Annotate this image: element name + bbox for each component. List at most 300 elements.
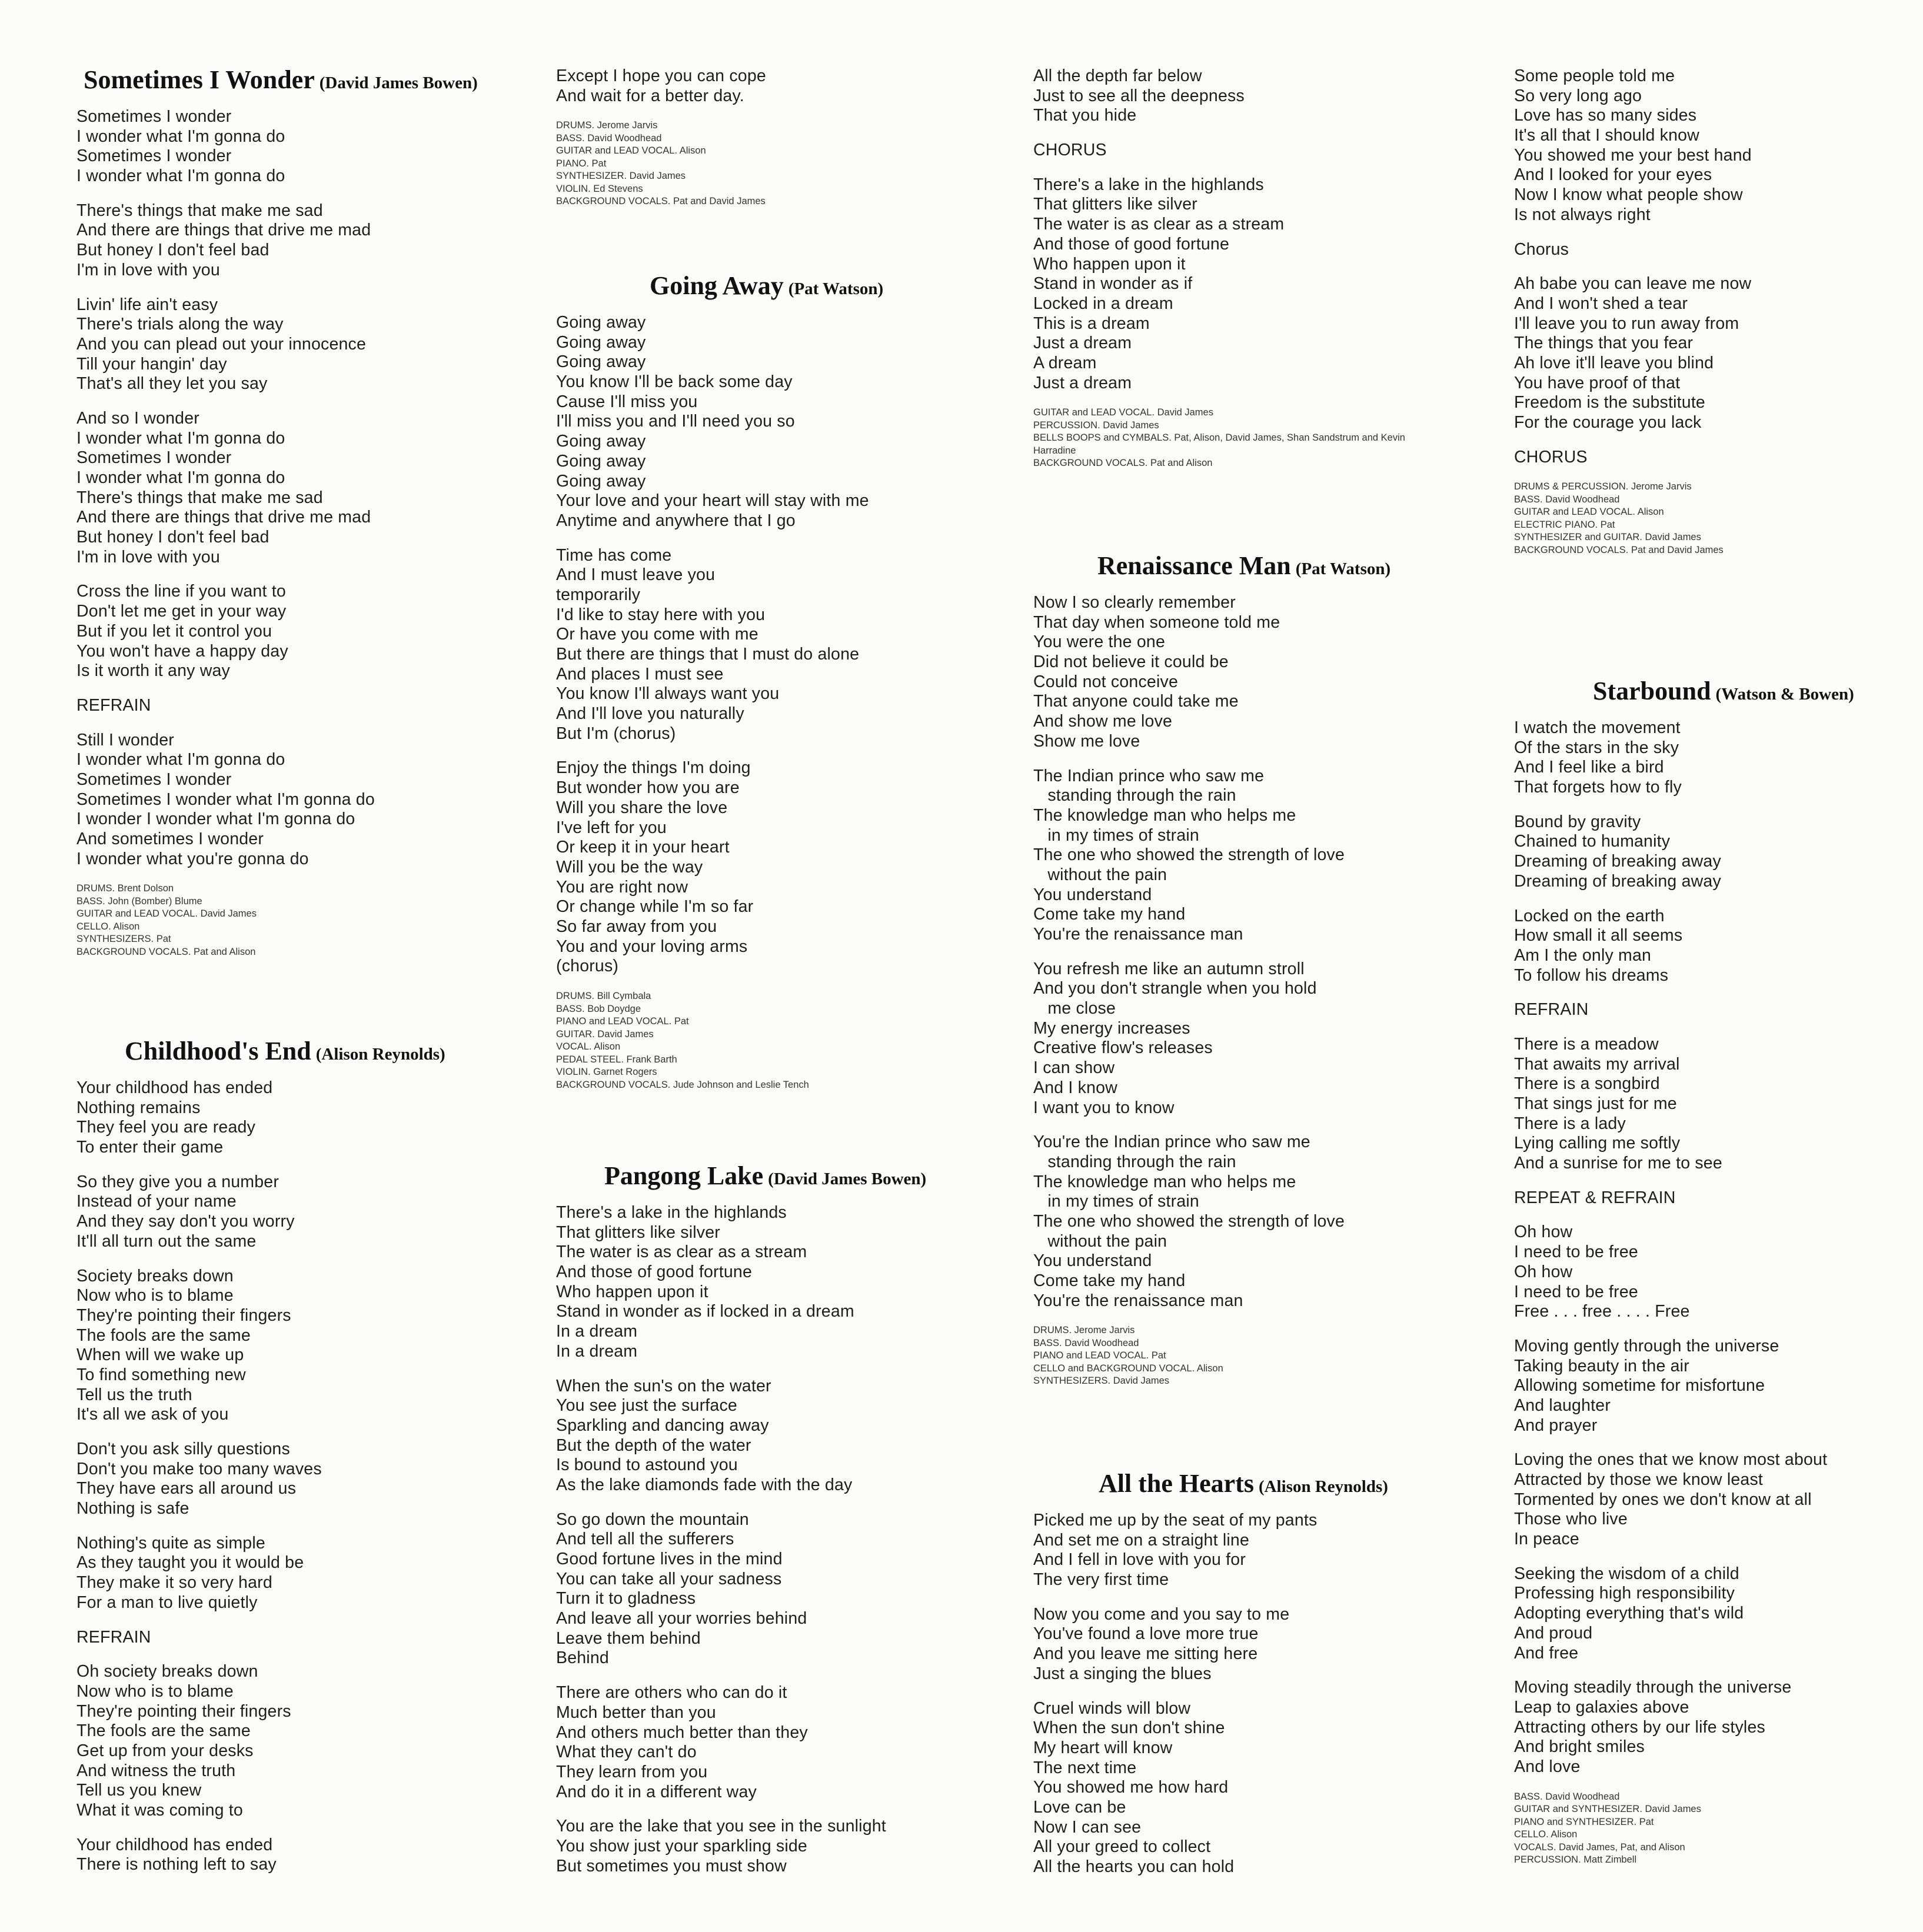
lyric-line: Cruel winds will blow bbox=[1033, 1698, 1191, 1718]
credit-line: DRUMS. Jerome Jarvis bbox=[1033, 1325, 1135, 1336]
lyric-line: Going away bbox=[556, 432, 646, 451]
lyric-line: Did not believe it could be bbox=[1033, 652, 1229, 672]
lyric-line: That day when someone told me bbox=[1033, 612, 1280, 632]
credit-line: SYNTHESIZERS. Pat bbox=[76, 934, 171, 945]
lyric-line: REFRAIN bbox=[76, 695, 151, 715]
lyric-line: You won't have a happy day bbox=[76, 641, 288, 661]
stanza bbox=[1514, 1188, 1923, 1208]
lyric-line: I wonder I wonder what I'm gonna do bbox=[76, 810, 355, 829]
lyric-line: Stand in wonder as if bbox=[1033, 274, 1193, 294]
stanza bbox=[556, 1817, 1027, 1876]
lyric-line: My energy increases bbox=[1033, 1018, 1190, 1038]
lyric-line: I wonder what I'm gonna do bbox=[76, 468, 285, 487]
lyric-line: The one who showed the strength of love bbox=[1033, 845, 1345, 865]
lyric-line: I wonder what you're gonna do bbox=[76, 849, 309, 868]
stanza bbox=[76, 1172, 547, 1252]
stanza bbox=[556, 66, 1027, 106]
lyric-line: That glitters like silver bbox=[1033, 195, 1197, 214]
lyric-line: They have ears all around us bbox=[76, 1479, 297, 1498]
stanza bbox=[1514, 274, 1923, 433]
stanza bbox=[76, 295, 547, 394]
lyric-line: There is a meadow bbox=[1514, 1034, 1659, 1054]
lyric-line: Dreaming of breaking away bbox=[1514, 871, 1721, 891]
lyric-line: Instead of your name bbox=[76, 1192, 237, 1211]
lyric-line: And free bbox=[1514, 1643, 1579, 1663]
stanza bbox=[556, 1510, 1027, 1669]
lyric-line: As they taught you it would be bbox=[76, 1553, 304, 1573]
credit-line: ELECTRIC PIANO. Pat bbox=[1514, 519, 1615, 530]
lyric-line: When the sun don't shine bbox=[1033, 1718, 1225, 1738]
song-name: Pangong Lake bbox=[604, 1161, 764, 1190]
lyric-line: So very long ago bbox=[1514, 86, 1642, 105]
lyric-line: You and your loving arms bbox=[556, 937, 748, 956]
lyric-line: And you don't strangle when you hold bbox=[1033, 979, 1317, 998]
credit-line: BELLS BOOPS and CYMBALS. Pat, Alison, David James, Shan Sandstrum and Kevin bbox=[1033, 432, 1405, 444]
lyric-line: Ah babe you can leave me now bbox=[1514, 274, 1752, 294]
lyric-line: Going away bbox=[556, 313, 646, 332]
lyric-line: Still I wonder bbox=[76, 730, 174, 750]
lyric-line: In a dream bbox=[556, 1341, 638, 1361]
lyric-line: And there are things that drive me mad bbox=[76, 508, 371, 527]
credit-line: BACKGROUND VOCALS. Pat and David James bbox=[1514, 544, 1724, 555]
lyric-line: How small it all seems bbox=[1514, 926, 1683, 945]
lyric-line: I can show bbox=[1033, 1058, 1115, 1078]
lyric-line: You're the Indian prince who saw me bbox=[1033, 1132, 1310, 1152]
lyric-line: But wonder how you are bbox=[556, 778, 740, 798]
lyric-line: When the sun's on the water bbox=[556, 1376, 771, 1395]
credit-line: PERCUSSION. Matt Zimbell bbox=[1514, 1854, 1637, 1866]
credits bbox=[1033, 1324, 1504, 1388]
credits bbox=[1514, 1791, 1923, 1867]
stanza bbox=[1514, 1678, 1923, 1777]
lyric-line: And wait for a better day. bbox=[556, 86, 744, 105]
lyric-line: Sometimes I wonder bbox=[76, 448, 232, 468]
lyric-line: Could not conceive bbox=[1033, 672, 1179, 691]
song-name: Sometimes I Wonder bbox=[84, 65, 315, 94]
lyric-line: And love bbox=[1514, 1757, 1581, 1776]
lyric-line: You are right now bbox=[556, 877, 688, 897]
lyric-line: Will you share the love bbox=[556, 798, 728, 817]
lyrics bbox=[1033, 593, 1504, 1311]
lyric-line: The knowledge man who helps me bbox=[1033, 805, 1296, 825]
lyric-line: Don't you ask silly questions bbox=[76, 1440, 290, 1458]
lyric-line: I watch the movement bbox=[1514, 718, 1681, 737]
credit-line: VOCALS. David James, Pat, and Alison bbox=[1514, 1841, 1685, 1853]
lyric-line: And tell all the sufferers bbox=[556, 1530, 734, 1549]
stanza bbox=[76, 1662, 547, 1821]
lyric-line: Or have you come with me bbox=[556, 625, 758, 644]
lyric-line: Just a singing the blues bbox=[1033, 1664, 1212, 1683]
credit-line: PERCUSSION. David James bbox=[1033, 419, 1159, 431]
lyric-line: Come take my hand bbox=[1033, 1271, 1186, 1290]
stanza bbox=[1033, 1605, 1504, 1684]
credits bbox=[76, 882, 547, 958]
lyric-line: Show me love bbox=[1033, 731, 1140, 751]
lyric-line: But honey I don't feel bad bbox=[76, 241, 270, 260]
lyric-line: All the hearts you can hold bbox=[1033, 1857, 1235, 1876]
song-title bbox=[650, 271, 1027, 301]
lyric-line: You know I'll be back some day bbox=[556, 372, 793, 392]
song-author: (Pat Watson) bbox=[788, 279, 884, 298]
song-sometimes-i-wonder bbox=[76, 65, 547, 958]
lyric-line: Or change while I'm so far bbox=[556, 897, 754, 917]
credit-line: BACKGROUND VOCALS. Pat and David James bbox=[556, 196, 766, 207]
lyric-line: Leave them behind bbox=[556, 1628, 701, 1648]
lyric-line: I wonder what I'm gonna do bbox=[76, 428, 285, 448]
credit-line: VIOLIN. Ed Stevens bbox=[556, 183, 643, 194]
lyric-line: Now I know what people show bbox=[1514, 185, 1743, 205]
stanza bbox=[1514, 718, 1923, 798]
credit-line: DRUMS. Brent Dolson bbox=[76, 883, 174, 894]
lyric-line: Who happen upon it bbox=[1033, 254, 1186, 274]
credit-line: Harradine bbox=[1033, 445, 1076, 456]
lyric-line: Good fortune lives in the mind bbox=[556, 1550, 783, 1568]
lyric-line: I want you to know bbox=[1033, 1098, 1175, 1117]
stanza bbox=[1514, 1000, 1923, 1020]
lyric-line: Bound by gravity bbox=[1514, 812, 1641, 831]
lyric-line: Come take my hand bbox=[1033, 905, 1186, 924]
lyric-line: I'll leave you to run away from bbox=[1514, 314, 1739, 333]
credit-line: BACKGROUND VOCALS. Pat and Alison bbox=[76, 946, 256, 957]
lyric-line: It'll all turn out the same bbox=[76, 1231, 257, 1251]
lyric-line: Dreaming of breaking away bbox=[1514, 852, 1721, 871]
lyric-line: Now I can see bbox=[1033, 1817, 1142, 1837]
lyrics bbox=[76, 1078, 547, 1875]
lyric-line: That awaits my arrival bbox=[1514, 1054, 1680, 1074]
lyric-line: And they say don't you worry bbox=[76, 1212, 295, 1231]
lyric-line: Livin' life ain't easy bbox=[76, 295, 218, 314]
lyric-line: Oh society breaks down bbox=[76, 1662, 258, 1681]
lyric-line: So go down the mountain bbox=[556, 1510, 749, 1529]
song-author: (Alison Reynolds) bbox=[315, 1045, 445, 1064]
lyric-line: Or keep it in your heart bbox=[556, 838, 730, 857]
stanza bbox=[556, 546, 1027, 744]
lyric-line: Locked in a dream bbox=[1033, 294, 1173, 313]
lyric-line: Society breaks down bbox=[76, 1266, 234, 1285]
lyric-line: And I won't shed a tear bbox=[1514, 294, 1688, 313]
lyric-line: What it was coming to bbox=[76, 1801, 243, 1820]
credit-line: BASS. David Woodhead bbox=[556, 132, 662, 144]
lyric-line: me close bbox=[1033, 999, 1116, 1018]
lyric-line: Moving gently through the universe bbox=[1514, 1336, 1779, 1355]
stanza bbox=[1514, 907, 1923, 986]
credit-line: GUITAR and SYNTHESIZER. David James bbox=[1514, 1804, 1701, 1815]
lyrics bbox=[76, 107, 547, 869]
stanza bbox=[76, 1440, 547, 1519]
song-author: (Alison Reynolds) bbox=[1258, 1477, 1388, 1496]
stanza bbox=[556, 1683, 1027, 1802]
lyric-line: The water is as clear as a stream bbox=[1033, 215, 1285, 234]
song-pangong-lake-continued bbox=[1033, 66, 1504, 470]
lyric-line: in my times of strain bbox=[1033, 1192, 1199, 1211]
lyric-line: I wonder what I'm gonna do bbox=[76, 750, 285, 770]
lyric-line: I'll miss you and I'll need you so bbox=[556, 412, 795, 431]
lyric-line: In a dream bbox=[556, 1322, 638, 1341]
lyric-line: I've left for you bbox=[556, 818, 667, 837]
song-pangong-lake bbox=[556, 1161, 1027, 1891]
stanza bbox=[556, 1203, 1027, 1362]
stanza bbox=[76, 409, 547, 568]
song-name: All the Hearts bbox=[1099, 1469, 1254, 1498]
stanza bbox=[1033, 1132, 1504, 1311]
lyric-line: Sometimes I wonder bbox=[76, 107, 232, 126]
lyric-line: But honey I don't feel bad bbox=[76, 528, 270, 547]
lyric-line: But there are things that I must do alone bbox=[556, 645, 860, 664]
lyric-line: There's a lake in the highlands bbox=[556, 1203, 787, 1222]
lyric-line: A dream bbox=[1033, 353, 1097, 372]
lyric-line: There are others who can do it bbox=[556, 1683, 787, 1703]
song-name: Renaissance Man bbox=[1097, 551, 1291, 580]
song-title bbox=[1097, 551, 1504, 581]
lyric-line: The very first time bbox=[1033, 1570, 1169, 1590]
lyric-line: There's things that make me sad bbox=[76, 488, 323, 507]
stanza bbox=[1033, 175, 1504, 394]
lyric-line: REPEAT & REFRAIN bbox=[1514, 1188, 1676, 1207]
stanza bbox=[1514, 812, 1923, 892]
song-all-the-hearts bbox=[1033, 1469, 1504, 1892]
credits bbox=[556, 990, 1027, 1091]
lyric-line: Going away bbox=[556, 451, 646, 471]
credit-line: VIOLIN. Garnet Rogers bbox=[556, 1067, 657, 1077]
stanza bbox=[1033, 593, 1504, 752]
lyric-line: The knowledge man who helps me bbox=[1033, 1172, 1296, 1191]
lyric-line: You're the renaissance man bbox=[1033, 1291, 1243, 1310]
lyric-line: You can take all your sadness bbox=[556, 1569, 782, 1588]
lyric-line: (chorus) bbox=[556, 957, 619, 976]
credit-line: GUITAR and LEAD VOCAL. Alison bbox=[1514, 507, 1664, 518]
lyric-line: Adopting everything that's wild bbox=[1514, 1604, 1744, 1623]
stanza bbox=[1514, 1223, 1923, 1321]
lyric-line: You showed me how hard bbox=[1033, 1778, 1229, 1797]
lyric-line: And bright smiles bbox=[1514, 1737, 1645, 1757]
lyric-line: Behind bbox=[556, 1648, 609, 1668]
lyric-line: Is it worth it any way bbox=[76, 661, 230, 681]
lyric-line: Sometimes I wonder bbox=[76, 146, 232, 166]
lyric-line: Enjoy the things I'm doing bbox=[556, 758, 751, 778]
lyric-line: As the lake diamonds fade with the day bbox=[556, 1475, 853, 1494]
stanza bbox=[1514, 1564, 1923, 1663]
credit-line: BACKGROUND VOCALS. Pat and Alison bbox=[1033, 458, 1213, 469]
stanza bbox=[76, 1267, 547, 1425]
lyric-line: Just a dream bbox=[1033, 334, 1132, 353]
lyric-line: Anytime and anywhere that I go bbox=[556, 511, 796, 530]
lyric-line: For the courage you lack bbox=[1514, 413, 1702, 432]
song-childhoods-end bbox=[76, 1037, 547, 1890]
stanza bbox=[1033, 767, 1504, 945]
lyric-line: Attracting others by our life styles bbox=[1514, 1717, 1765, 1737]
lyric-line: All your greed to collect bbox=[1033, 1837, 1211, 1857]
lyric-line: And you can plead out your innocence bbox=[76, 334, 367, 354]
lyric-line: But sometimes you must show bbox=[556, 1856, 787, 1876]
lyric-line: Allowing sometime for misfortune bbox=[1514, 1376, 1765, 1395]
lyric-line: And prayer bbox=[1514, 1415, 1598, 1435]
lyric-line: They learn from you bbox=[556, 1762, 708, 1781]
lyric-line: without the pain bbox=[1033, 865, 1167, 884]
lyric-line: They feel you are ready bbox=[76, 1118, 256, 1137]
lyric-line: So they give you a number bbox=[76, 1172, 280, 1191]
lyrics bbox=[1514, 718, 1923, 1777]
song-title bbox=[125, 1037, 547, 1066]
lyric-line: And do it in a different way bbox=[556, 1782, 757, 1801]
lyric-line: standing through the rain bbox=[1033, 1152, 1236, 1171]
song-title bbox=[84, 65, 547, 95]
stanza bbox=[76, 731, 547, 870]
lyric-line: I wonder what I'm gonna do bbox=[76, 166, 285, 186]
lyric-line: That you hide bbox=[1033, 106, 1137, 125]
lyric-line: You refresh me like an autumn stroll bbox=[1033, 959, 1305, 978]
lyric-line: Till your hangin' day bbox=[76, 354, 227, 374]
lyric-line: It's all that I should know bbox=[1514, 126, 1700, 145]
lyric-line: And show me love bbox=[1033, 712, 1173, 731]
lyric-line: Your love and your heart will stay with me bbox=[556, 491, 869, 511]
lyric-line: Love has so many sides bbox=[1514, 106, 1697, 125]
lyric-line: Get up from your desks bbox=[76, 1741, 254, 1760]
lyric-line: And proud bbox=[1514, 1623, 1593, 1643]
lyric-line: And witness the truth bbox=[76, 1761, 236, 1780]
lyric-line: And I looked for your eyes bbox=[1514, 165, 1712, 185]
lyric-line: Is not always right bbox=[1514, 205, 1651, 224]
stanza bbox=[556, 758, 1027, 977]
lyric-line: And so I wonder bbox=[76, 408, 199, 428]
lyric-line: All the depth far below bbox=[1033, 66, 1202, 85]
credit-line: SYNTHESIZER. David James bbox=[556, 171, 686, 182]
lyric-line: Professing high responsibility bbox=[1514, 1584, 1735, 1603]
credit-line: DRUMS. Jerome Jarvis bbox=[556, 120, 658, 131]
song-author: (Pat Watson) bbox=[1295, 559, 1391, 578]
lyric-line: You've found a love more true bbox=[1033, 1624, 1259, 1644]
lyric-line: Tell us the truth bbox=[76, 1385, 192, 1404]
lyric-line: And those of good fortune bbox=[1033, 234, 1230, 254]
lyric-line: Going away bbox=[556, 332, 646, 352]
lyric-line: Am I the only man bbox=[1514, 945, 1652, 965]
lyric-line: REFRAIN bbox=[1514, 1000, 1589, 1020]
song-author: (David James Bowen) bbox=[768, 1170, 927, 1188]
lyric-line: You know I'll always want you bbox=[556, 684, 780, 704]
lyrics bbox=[1514, 66, 1923, 467]
lyric-line: To find something new bbox=[76, 1365, 246, 1384]
stanza bbox=[1033, 141, 1504, 161]
song-author: (David James Bowen) bbox=[319, 74, 478, 92]
lyric-line: Just a dream bbox=[1033, 373, 1132, 392]
lyric-line: You understand bbox=[1033, 885, 1152, 904]
lyric-line: Cause I'll miss you bbox=[556, 392, 698, 411]
credits bbox=[556, 119, 1027, 208]
song-name: Childhood's End bbox=[125, 1037, 311, 1065]
lyric-line: without the pain bbox=[1033, 1231, 1167, 1251]
lyric-line: You have proof of that bbox=[1514, 373, 1681, 392]
credit-line: PIANO and LEAD VOCAL. Pat bbox=[556, 1016, 689, 1027]
lyric-line: standing through the rain bbox=[1033, 786, 1236, 805]
lyric-line: Your childhood has ended bbox=[76, 1835, 273, 1854]
lyric-line: Will you be the way bbox=[556, 857, 703, 877]
credit-line: DRUMS & PERCUSSION. Jerome Jarvis bbox=[1514, 481, 1692, 492]
lyric-line: Just to see all the deepness bbox=[1033, 86, 1245, 105]
lyric-line: You're the renaissance man bbox=[1033, 925, 1243, 944]
song-starbound bbox=[1514, 677, 1923, 1867]
lyric-line: Picked me up by the seat of my pants bbox=[1033, 1511, 1318, 1530]
lyric-line: Ah love it'll leave you blind bbox=[1514, 353, 1714, 372]
lyric-line: Loving the ones that we know most about bbox=[1514, 1450, 1828, 1470]
credits bbox=[1033, 407, 1504, 470]
lyric-line: Attracted by those we know least bbox=[1514, 1470, 1764, 1489]
song-renaissance-man bbox=[1033, 551, 1504, 1388]
lyric-line: And others much better than they bbox=[556, 1723, 808, 1742]
lyric-line: What they can't do bbox=[556, 1743, 697, 1762]
lyric-line: But I'm (chorus) bbox=[556, 724, 676, 743]
lyric-line: The one who showed the strength of love bbox=[1033, 1211, 1345, 1231]
lyric-line: But if you let it control you bbox=[76, 621, 272, 641]
credit-line: SYNTHESIZERS. David James bbox=[1033, 1375, 1170, 1387]
lyric-line: Of the stars in the sky bbox=[1514, 738, 1679, 757]
song-title bbox=[604, 1161, 1027, 1191]
credit-line: BASS. John (Bomber) Blume bbox=[76, 895, 202, 907]
lyric-line: Who happen upon it bbox=[556, 1282, 708, 1301]
lyric-line: And I'll love you naturally bbox=[556, 704, 744, 724]
lyric-line: I need to be free bbox=[1514, 1243, 1638, 1262]
lyric-line: You see just the surface bbox=[556, 1396, 737, 1415]
lyric-line: They're pointing their fingers bbox=[76, 1305, 291, 1325]
lyric-line: REFRAIN bbox=[76, 1627, 151, 1647]
lyric-line: And there are things that drive me mad bbox=[76, 221, 371, 240]
lyric-line: That's all they let you say bbox=[76, 374, 268, 394]
lyric-line: There's trials along the way bbox=[76, 315, 284, 334]
lyric-line: Oh how bbox=[1514, 1223, 1573, 1242]
lyric-line: There's a lake in the highlands bbox=[1033, 175, 1264, 194]
lyric-line: They make it so very hard bbox=[76, 1573, 272, 1593]
lyric-line: Now who is to blame bbox=[76, 1681, 234, 1701]
lyric-line: CHORUS bbox=[1033, 141, 1107, 160]
lyric-line: They're pointing their fingers bbox=[76, 1701, 291, 1721]
credit-line: VOCAL. Alison bbox=[556, 1041, 621, 1052]
lyric-line: Creative flow's releases bbox=[1033, 1038, 1213, 1058]
credit-line: GUITAR and LEAD VOCAL. David James bbox=[1033, 407, 1213, 418]
credit-line: PEDAL STEEL. Frank Barth bbox=[556, 1054, 677, 1065]
lyric-line: And I know bbox=[1033, 1078, 1117, 1097]
stanza bbox=[76, 1836, 547, 1875]
lyric-line: It's all we ask of you bbox=[76, 1405, 229, 1424]
lyric-line: To enter their game bbox=[76, 1138, 224, 1157]
lyric-line: Tell us you knew bbox=[76, 1781, 202, 1800]
lyric-line: My heart will know bbox=[1033, 1738, 1173, 1757]
credit-line: PIANO and SYNTHESIZER. Pat bbox=[1514, 1816, 1654, 1827]
lyric-line: I'm in love with you bbox=[76, 547, 220, 567]
lyrics bbox=[556, 313, 1027, 977]
lyric-line: The fools are the same bbox=[76, 1721, 251, 1741]
lyric-line: For a man to live quietly bbox=[76, 1593, 258, 1612]
lyric-line: And set me on a straight line bbox=[1033, 1530, 1250, 1550]
lyric-line: To follow his dreams bbox=[1514, 965, 1669, 985]
lyric-line: Freedom is the substitute bbox=[1514, 393, 1705, 412]
lyric-line: Moving steadily through the universe bbox=[1514, 1678, 1792, 1697]
stanza bbox=[76, 107, 547, 186]
lyric-line: That anyone could take me bbox=[1033, 692, 1239, 711]
stanza bbox=[76, 1078, 547, 1158]
lyric-line: I wonder what I'm gonna do bbox=[76, 126, 285, 146]
song-going-away bbox=[556, 271, 1027, 1091]
stanza bbox=[76, 582, 547, 681]
lyric-line: CHORUS bbox=[1514, 447, 1588, 467]
lyric-line: Your childhood has ended bbox=[76, 1078, 273, 1097]
lyric-line: And a sunrise for me to see bbox=[1514, 1154, 1722, 1173]
stanza bbox=[1514, 1035, 1923, 1174]
lyric-line: And I must leave you bbox=[556, 565, 716, 585]
lyric-line: So far away from you bbox=[556, 917, 717, 936]
lyric-line: Free . . . free . . . . Free bbox=[1514, 1302, 1690, 1321]
lyric-line: Chained to humanity bbox=[1514, 832, 1671, 851]
lyrics bbox=[556, 66, 1027, 106]
credit-line: PIANO and LEAD VOCAL. Pat bbox=[1033, 1350, 1166, 1361]
lyric-line: Going away bbox=[556, 352, 646, 372]
